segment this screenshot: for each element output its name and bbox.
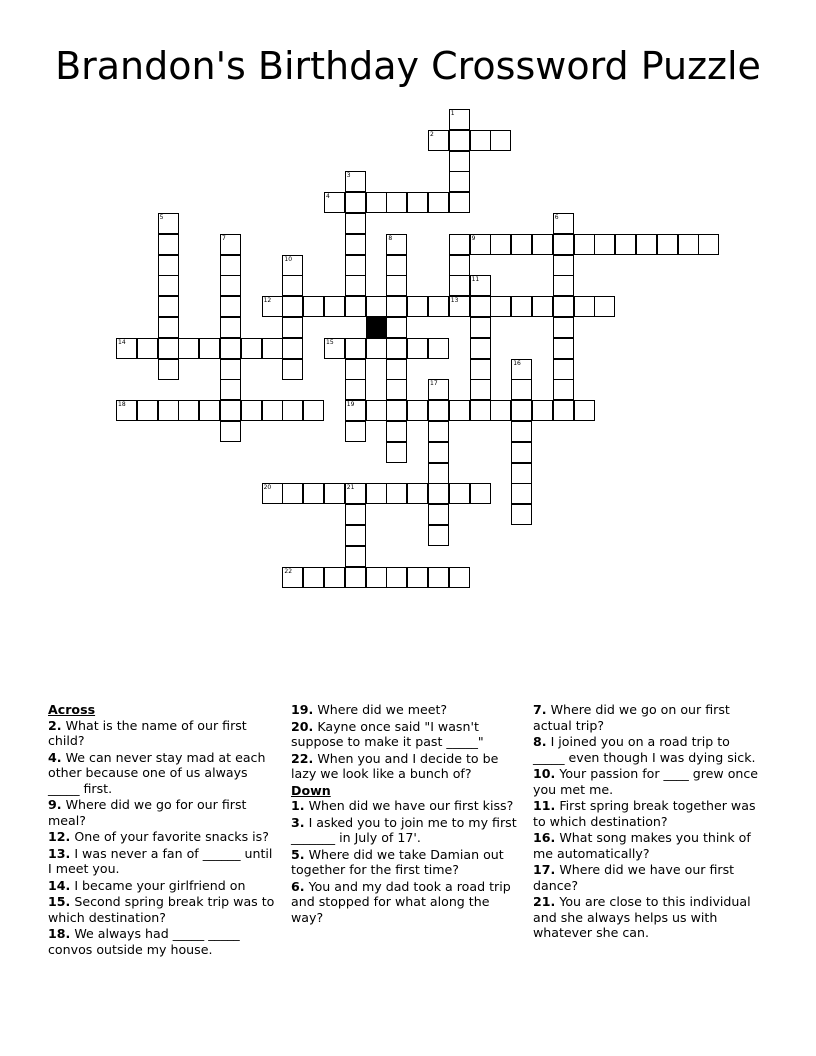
clue-item xyxy=(48,750,280,797)
grid-cell[interactable] xyxy=(449,171,470,192)
grid-cell[interactable] xyxy=(158,275,179,296)
grid-cell[interactable] xyxy=(553,234,574,255)
cell-number: 5 xyxy=(159,214,164,221)
grid-cell[interactable] xyxy=(511,400,532,421)
grid-cell[interactable] xyxy=(366,192,387,213)
grid-cell[interactable] xyxy=(303,567,324,588)
grid-cell[interactable] xyxy=(324,192,345,213)
grid-cell[interactable] xyxy=(428,400,449,421)
grid-cell[interactable] xyxy=(220,421,241,442)
grid-cell[interactable] xyxy=(490,400,511,421)
cell-number: 14 xyxy=(118,338,126,346)
grid-cell[interactable] xyxy=(345,567,366,588)
cell-number: 18 xyxy=(118,401,126,409)
grid-cell[interactable] xyxy=(199,400,220,421)
clue-number: 12. xyxy=(48,829,71,844)
clue-item xyxy=(533,766,765,797)
clue-item xyxy=(48,797,280,828)
grid-cell[interactable] xyxy=(470,483,491,504)
cell-number: 19 xyxy=(346,401,355,409)
cell-number: 10 xyxy=(284,255,293,263)
grid-cell[interactable] xyxy=(345,213,366,234)
clue-number: 17. xyxy=(533,862,556,877)
grid-cell[interactable] xyxy=(470,359,491,380)
grid-cell[interactable] xyxy=(345,192,366,213)
grid-cell[interactable] xyxy=(470,234,491,255)
grid-cell[interactable] xyxy=(158,317,179,338)
clue-item xyxy=(48,718,280,749)
grid-cell[interactable] xyxy=(428,338,449,359)
grid-cell[interactable] xyxy=(158,400,179,421)
grid-cell[interactable] xyxy=(449,130,470,151)
grid-cell[interactable] xyxy=(386,421,407,442)
grid-cell[interactable] xyxy=(220,255,241,276)
grid-cell[interactable] xyxy=(511,359,532,380)
grid-cell[interactable] xyxy=(449,151,470,172)
grid-cell[interactable] xyxy=(220,400,241,421)
clue-number: 2. xyxy=(48,717,62,733)
grid-cell[interactable] xyxy=(345,525,366,546)
grid-cell[interactable] xyxy=(158,359,179,380)
cell-number: 1 xyxy=(450,110,455,117)
cell-number: 3 xyxy=(346,172,351,180)
grid-cell[interactable] xyxy=(428,379,449,400)
grid-cell[interactable] xyxy=(428,525,449,546)
cell-number: 17 xyxy=(430,380,438,388)
clue-column-1 xyxy=(48,702,280,958)
grid-cell[interactable] xyxy=(345,234,366,255)
grid-cell[interactable] xyxy=(428,463,449,484)
grid-cell[interactable] xyxy=(386,567,407,588)
clue-text: We can never stay mad at each other because one of us always _____ first. xyxy=(48,749,266,796)
grid-cell[interactable] xyxy=(345,296,366,317)
grid-cell[interactable] xyxy=(386,400,407,421)
clue-text: You are close to this individual and she always helps us with whatever she can. xyxy=(533,894,751,940)
grid-cell[interactable] xyxy=(386,442,407,463)
cell-number: 15 xyxy=(326,338,334,346)
clue-number: 21. xyxy=(533,894,556,909)
clue-text: Your passion for ____ grew once you met me. xyxy=(533,766,759,797)
clue-number: 1. xyxy=(291,798,305,813)
clue-item xyxy=(291,847,523,878)
cell-number: 21 xyxy=(346,484,355,492)
grid-cell[interactable] xyxy=(324,567,345,588)
clue-item xyxy=(291,751,523,782)
clue-number: 13. xyxy=(48,845,71,861)
grid-cell[interactable] xyxy=(366,296,387,317)
grid-cell[interactable] xyxy=(449,483,470,504)
cell-number: 2 xyxy=(430,130,434,138)
grid-cell[interactable] xyxy=(449,296,470,317)
clue-item xyxy=(48,846,280,877)
grid-cell[interactable] xyxy=(241,338,262,359)
clue-text: When you and I decide to be lazy we look like a bunch of? xyxy=(291,750,499,781)
clue-text: Second spring break trip was to which destination? xyxy=(48,894,275,925)
grid-cell[interactable] xyxy=(553,359,574,380)
grid-cell[interactable] xyxy=(386,338,407,359)
grid-cell[interactable] xyxy=(449,275,470,296)
clue-number: 8. xyxy=(533,734,547,749)
grid-cell[interactable] xyxy=(345,421,366,442)
grid-cell[interactable] xyxy=(282,255,303,276)
grid-cell[interactable] xyxy=(158,213,179,234)
cell-number: 6 xyxy=(554,214,559,221)
grid-cell[interactable] xyxy=(407,338,428,359)
grid-cell[interactable] xyxy=(636,234,657,255)
grid-cell[interactable] xyxy=(553,275,574,296)
grid-cell[interactable] xyxy=(324,483,345,504)
grid-cell[interactable] xyxy=(178,400,199,421)
grid-cell[interactable] xyxy=(470,275,491,296)
clue-text: I was never a fan of ______ until I meet you. xyxy=(48,845,273,876)
clue-item xyxy=(291,702,523,718)
cell-number: 20 xyxy=(263,484,272,492)
section-heading: Across xyxy=(48,702,96,717)
grid-cell[interactable] xyxy=(220,234,241,255)
clue-column-3 xyxy=(533,702,765,942)
grid-cell[interactable] xyxy=(449,109,470,130)
grid-cell[interactable] xyxy=(303,483,324,504)
grid-cell[interactable] xyxy=(615,234,636,255)
clue-number: 15. xyxy=(48,894,71,909)
grid-cell[interactable] xyxy=(428,296,449,317)
clue-item xyxy=(533,734,765,765)
clue-item xyxy=(291,879,523,926)
cell-number: 7 xyxy=(222,234,226,242)
grid-cell[interactable] xyxy=(386,317,407,338)
clue-number: 11. xyxy=(533,798,556,813)
clue-text: When did we have our first kiss? xyxy=(308,798,514,813)
grid-cell[interactable] xyxy=(511,296,532,317)
grid-cell[interactable] xyxy=(553,296,574,317)
cell-number: 22 xyxy=(284,567,293,575)
grid-cell[interactable] xyxy=(470,296,491,317)
grid-cell[interactable] xyxy=(407,483,428,504)
grid-cell[interactable] xyxy=(386,379,407,400)
cell-number: 9 xyxy=(471,234,476,242)
grid-cell[interactable] xyxy=(241,400,262,421)
grid-cell[interactable] xyxy=(366,567,387,588)
grid-cell[interactable] xyxy=(428,192,449,213)
grid-cell[interactable] xyxy=(553,317,574,338)
clue-text: Where did we meet? xyxy=(317,702,448,717)
grid-cell[interactable] xyxy=(553,400,574,421)
grid-cell[interactable] xyxy=(366,400,387,421)
grid-cell[interactable] xyxy=(449,192,470,213)
black-square xyxy=(366,317,387,338)
grid-cell[interactable] xyxy=(345,504,366,525)
grid-cell[interactable] xyxy=(594,296,615,317)
grid-cell[interactable] xyxy=(470,379,491,400)
grid-cell[interactable] xyxy=(116,338,137,359)
grid-cell[interactable] xyxy=(532,400,553,421)
cell-number: 16 xyxy=(513,359,521,367)
clue-number: 14. xyxy=(48,877,71,893)
grid-cell[interactable] xyxy=(366,338,387,359)
clue-text: Where did we have our first dance? xyxy=(533,862,735,893)
grid-cell[interactable] xyxy=(574,400,595,421)
grid-cell[interactable] xyxy=(407,567,428,588)
clue-number: 19. xyxy=(291,702,314,717)
grid-cell[interactable] xyxy=(470,338,491,359)
cell-number: 11 xyxy=(471,276,480,284)
grid-cell[interactable] xyxy=(158,234,179,255)
grid-cell[interactable] xyxy=(449,234,470,255)
clue-item xyxy=(291,815,523,846)
grid-cell[interactable] xyxy=(490,234,511,255)
grid-cell[interactable] xyxy=(449,255,470,276)
grid-cell[interactable] xyxy=(220,275,241,296)
clue-item xyxy=(48,878,280,894)
grid-cell[interactable] xyxy=(345,483,366,504)
grid-cell[interactable] xyxy=(220,296,241,317)
cell-number: 8 xyxy=(388,234,393,242)
grid-cell[interactable] xyxy=(345,275,366,296)
clue-item xyxy=(48,926,280,957)
grid-cell[interactable] xyxy=(449,567,470,588)
clue-text: Where did we go on our first actual trip? xyxy=(533,702,730,733)
grid-cell[interactable] xyxy=(698,234,719,255)
grid-cell[interactable] xyxy=(428,504,449,525)
grid-cell[interactable] xyxy=(470,317,491,338)
grid-cell[interactable] xyxy=(574,234,595,255)
grid-cell[interactable] xyxy=(511,442,532,463)
grid-cell[interactable] xyxy=(158,338,179,359)
clue-text: I asked you to join me to my first _______ in July of 17'. xyxy=(291,814,517,845)
grid-cell[interactable] xyxy=(553,338,574,359)
grid-cell[interactable] xyxy=(303,296,324,317)
cell-number: 4 xyxy=(326,193,330,201)
grid-cell[interactable] xyxy=(137,400,158,421)
grid-cell[interactable] xyxy=(386,483,407,504)
grid-cell[interactable] xyxy=(324,296,345,317)
grid-cell[interactable] xyxy=(532,296,553,317)
grid-cell[interactable] xyxy=(553,213,574,234)
grid-cell[interactable] xyxy=(345,255,366,276)
clue-number: 4. xyxy=(48,749,62,765)
clue-number: 20. xyxy=(291,718,314,734)
cell-number: 13 xyxy=(450,297,459,305)
grid-cell[interactable] xyxy=(282,338,303,359)
clue-number: 18. xyxy=(48,926,71,941)
grid-cell[interactable] xyxy=(262,400,283,421)
grid-cell[interactable] xyxy=(199,338,220,359)
grid-cell[interactable] xyxy=(678,234,699,255)
grid-cell[interactable] xyxy=(386,255,407,276)
grid-cell[interactable] xyxy=(511,379,532,400)
grid-cell[interactable] xyxy=(303,400,324,421)
grid-cell[interactable] xyxy=(345,546,366,567)
grid-cell[interactable] xyxy=(553,379,574,400)
grid-cell[interactable] xyxy=(386,192,407,213)
grid-cell[interactable] xyxy=(324,338,345,359)
clue-text: You and my dad took a road trip and stopped for what along the way? xyxy=(291,878,511,925)
grid-cell[interactable] xyxy=(428,567,449,588)
clue-text: Where did we go for our first meal? xyxy=(48,797,247,828)
grid-cell[interactable] xyxy=(220,317,241,338)
grid-cell[interactable] xyxy=(511,234,532,255)
grid-cell[interactable] xyxy=(178,338,199,359)
grid-cell[interactable] xyxy=(282,359,303,380)
clue-text: What is the name of our first child? xyxy=(48,717,247,748)
grid-cell[interactable] xyxy=(386,234,407,255)
grid-cell[interactable] xyxy=(282,275,303,296)
grid-cell[interactable] xyxy=(220,359,241,380)
grid-cell[interactable] xyxy=(116,400,137,421)
grid-cell[interactable] xyxy=(470,400,491,421)
grid-cell[interactable] xyxy=(386,359,407,380)
grid-cell[interactable] xyxy=(366,483,387,504)
clue-item xyxy=(48,829,280,845)
clue-text: I became your girlfriend on xyxy=(74,877,246,893)
grid-cell[interactable] xyxy=(262,338,283,359)
clue-text: What song makes you think of me automatically? xyxy=(533,830,751,861)
grid-cell[interactable] xyxy=(282,400,303,421)
clue-item xyxy=(533,830,765,861)
grid-cell[interactable] xyxy=(470,130,491,151)
grid-cell[interactable] xyxy=(345,400,366,421)
clue-number: 9. xyxy=(48,797,62,812)
grid-cell[interactable] xyxy=(428,442,449,463)
clue-number: 6. xyxy=(291,878,305,894)
grid-cell[interactable] xyxy=(220,338,241,359)
grid-cell[interactable] xyxy=(657,234,678,255)
clue-text: Where did we take Damian out together for the first time? xyxy=(291,846,504,877)
clue-number: 5. xyxy=(291,846,305,862)
grid-cell[interactable] xyxy=(511,483,532,504)
clue-text: First spring break together was to which destination? xyxy=(533,798,756,829)
grid-cell[interactable] xyxy=(282,567,303,588)
clue-item xyxy=(533,894,765,941)
grid-cell[interactable] xyxy=(158,255,179,276)
grid-cell[interactable] xyxy=(282,483,303,504)
grid-cell[interactable] xyxy=(553,255,574,276)
grid-cell[interactable] xyxy=(345,359,366,380)
grid-cell[interactable] xyxy=(386,275,407,296)
clue-item xyxy=(533,862,765,893)
grid-cell[interactable] xyxy=(428,130,449,151)
grid-cell[interactable] xyxy=(511,421,532,442)
grid-cell[interactable] xyxy=(407,296,428,317)
grid-cell[interactable] xyxy=(449,400,470,421)
grid-cell[interactable] xyxy=(220,379,241,400)
clue-number: 22. xyxy=(291,750,314,766)
grid-cell[interactable] xyxy=(282,296,303,317)
grid-cell[interactable] xyxy=(345,171,366,192)
clue-text: We always had _____ _____ convos outside my house. xyxy=(48,926,240,957)
grid-cell[interactable] xyxy=(345,338,366,359)
grid-cell[interactable] xyxy=(574,296,595,317)
grid-cell[interactable] xyxy=(511,504,532,525)
clue-text: Kayne once said "I wasn't suppose to make it past _____" xyxy=(291,718,484,749)
grid-cell[interactable] xyxy=(428,483,449,504)
clue-text: I joined you on a road trip to _____ even though I was dying sick. xyxy=(533,734,756,765)
clue-number: 3. xyxy=(291,814,305,830)
grid-cell[interactable] xyxy=(386,296,407,317)
grid-cell[interactable] xyxy=(594,234,615,255)
clue-column-2 xyxy=(291,702,523,926)
grid-cell[interactable] xyxy=(407,400,428,421)
clue-item xyxy=(291,798,523,814)
grid-cell[interactable] xyxy=(428,421,449,442)
grid-cell[interactable] xyxy=(282,317,303,338)
grid-cell[interactable] xyxy=(137,338,158,359)
grid-cell[interactable] xyxy=(345,379,366,400)
cell-number: 12 xyxy=(263,297,272,305)
grid-cell[interactable] xyxy=(158,296,179,317)
grid-cell[interactable] xyxy=(532,234,553,255)
grid-cell[interactable] xyxy=(490,296,511,317)
clue-item xyxy=(533,798,765,829)
clue-number: 10. xyxy=(533,766,556,781)
clue-item xyxy=(533,702,765,733)
grid-cell[interactable] xyxy=(262,296,283,317)
grid-cell[interactable] xyxy=(511,463,532,484)
grid-cell[interactable] xyxy=(407,192,428,213)
grid-cell[interactable] xyxy=(262,483,283,504)
clue-text: One of your favorite snacks is? xyxy=(74,829,269,844)
clue-number: 7. xyxy=(533,702,547,717)
section-heading: Down xyxy=(291,782,331,798)
grid-cell[interactable] xyxy=(490,130,511,151)
clue-item xyxy=(48,894,280,925)
clue-item xyxy=(291,719,523,750)
puzzle-title: Brandon's Birthday Crossword Puzzle xyxy=(55,44,761,88)
clue-number: 16. xyxy=(533,830,556,845)
